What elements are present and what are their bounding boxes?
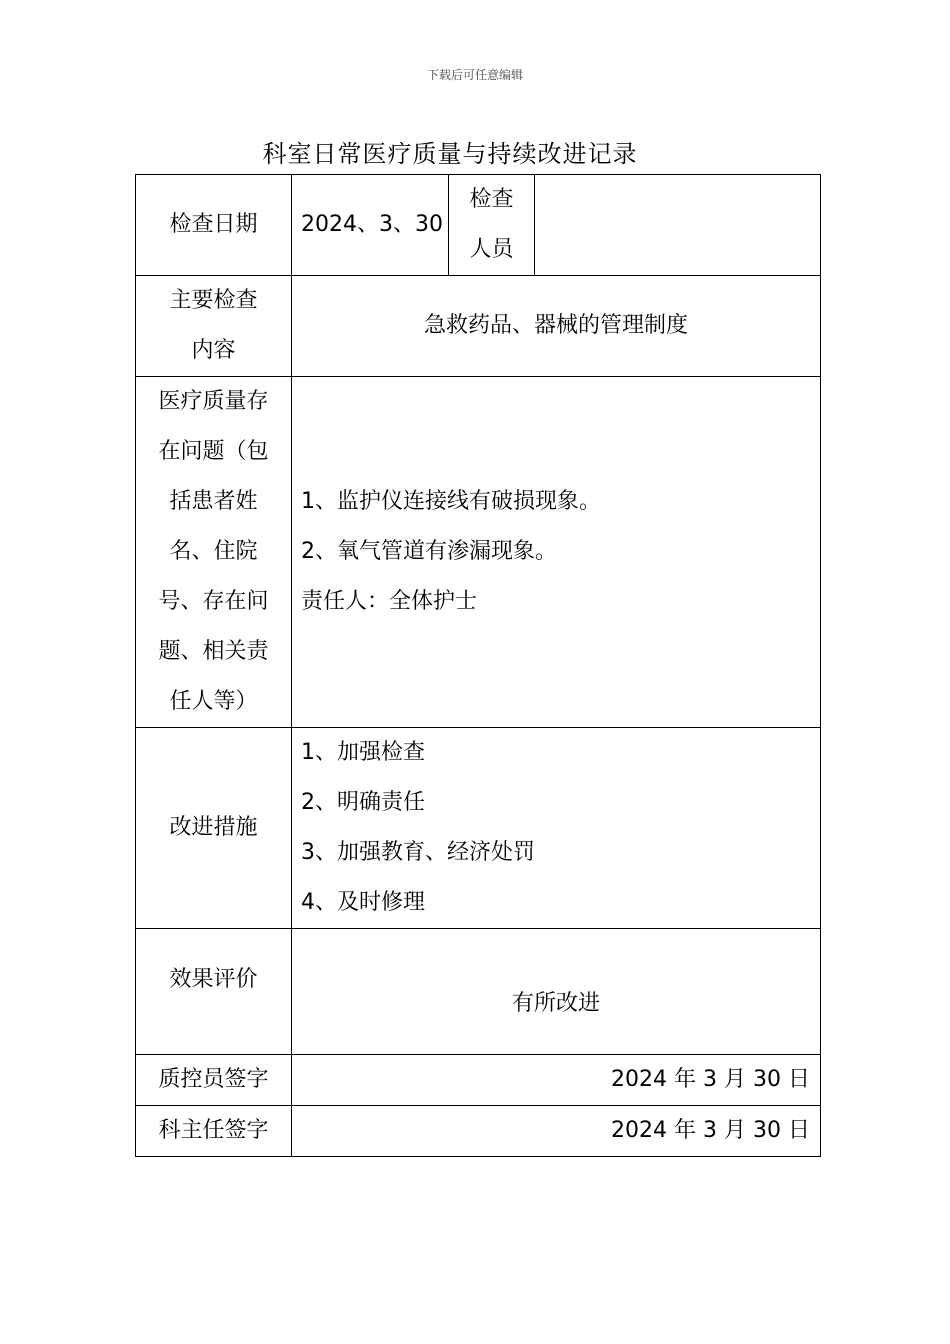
main-content-label: 主要检查 内容 [136,276,292,377]
effect-value: 有所改进 [292,929,821,1055]
row-issues [136,377,821,728]
improvements-content: 1、加强检查 2、明确责任 3、加强教育、经济处罚 4、及时修理 [292,728,821,929]
header-note: 下载后可任意编辑 [426,68,523,82]
qc-signature-label: 质控员签字 [136,1055,292,1106]
issues-label: 医疗质量存 在问题（包 括患者姓 名、住院 号、存在问 题、相关责 任人等） [136,377,292,728]
row-check-date [136,175,821,276]
check-date-label: 检查日期 [136,175,292,276]
inspector-label: 检查 人员 [449,175,535,276]
row-main-content [136,276,821,377]
main-content-value: 急救药品、器械的管理制度 [292,276,821,377]
row-qc-signature [136,1055,821,1106]
effect-label: 效果评价 [136,929,292,1055]
qc-signature-date: 2024 年 3 月 30 日 [292,1055,821,1106]
row-effect [136,929,821,1055]
inspector-value [535,175,821,276]
row-director-signature [136,1106,821,1157]
check-date-value: 2024、3、30 [292,175,449,276]
issues-content: 1、监护仪连接线有破损现象。 2、氧气管道有渗漏现象。 责任人：全体护士 [292,377,821,728]
record-table [135,174,821,1157]
row-improvements [136,728,821,929]
director-signature-date: 2024 年 3 月 30 日 [292,1106,821,1157]
director-signature-label: 科主任签字 [136,1106,292,1157]
page-title: 科室日常医疗质量与持续改进记录 [262,140,638,168]
improvements-label: 改进措施 [136,728,292,929]
